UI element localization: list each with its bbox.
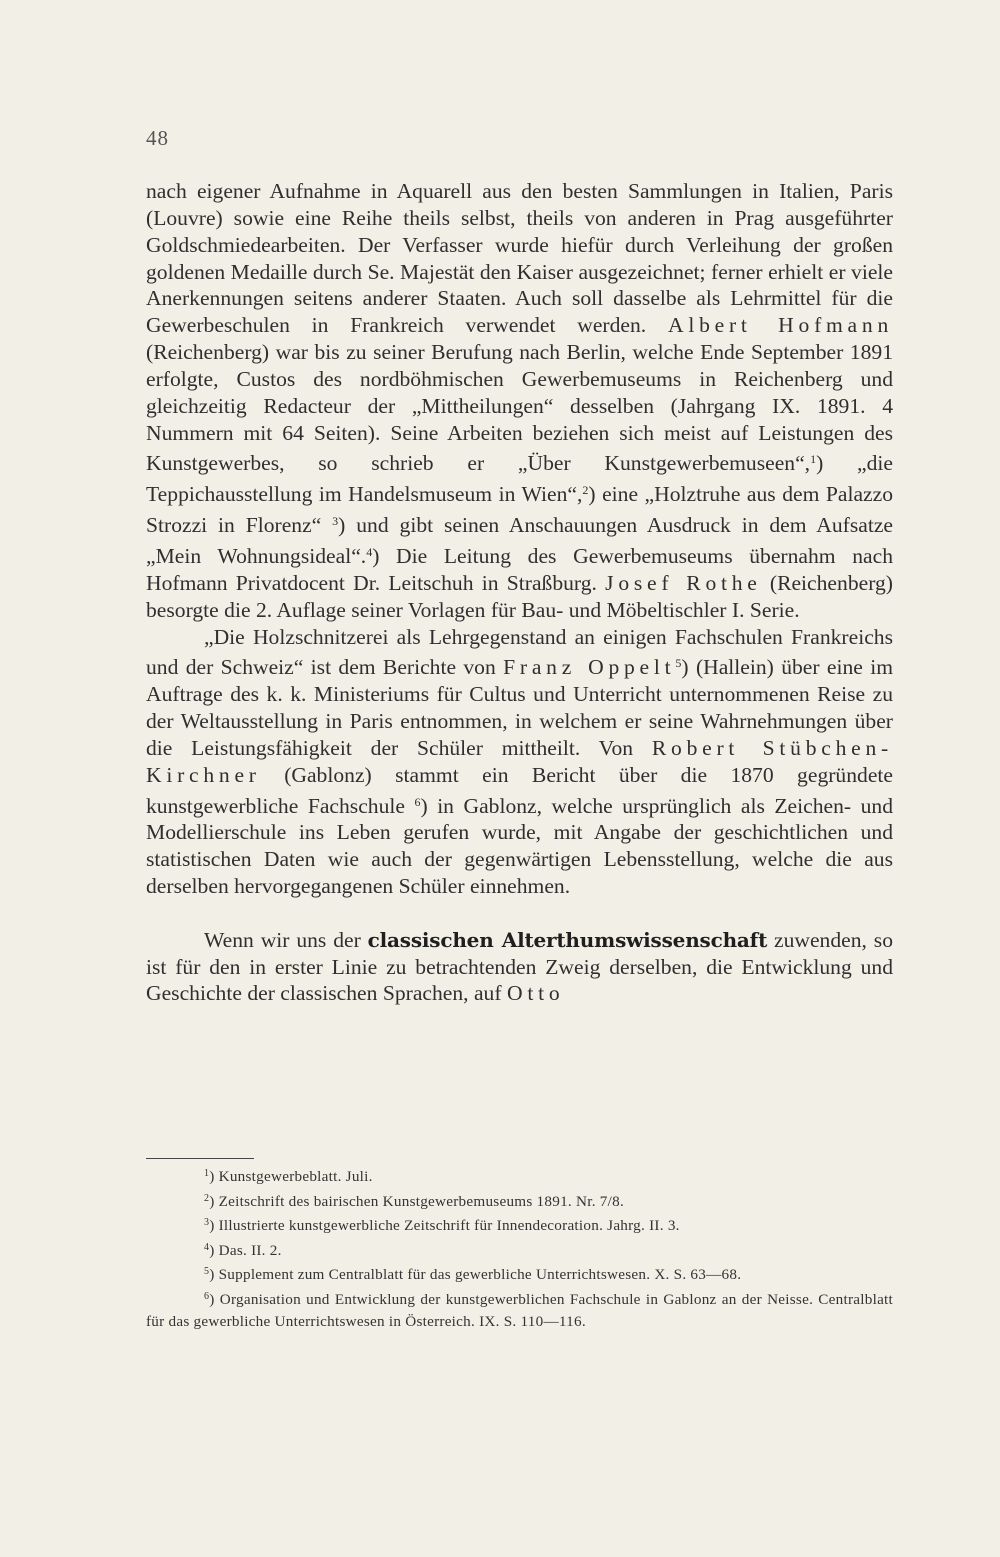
footnote-text: Das. II. 2. xyxy=(218,1241,282,1259)
footnote-mark: 6 xyxy=(204,1290,210,1302)
footnote: $^1$) Kunstgewerbeblatt. Juli. xyxy=(204,1168,373,1185)
person-name: Franz Oppelt xyxy=(503,655,676,680)
text-segment: (Reichenberg) war bis zu seiner Berufung nach Berlin, welche Ende September 1891 erfolgte, Custos des nordböhmischen Gewerbemuseums in Reichenberg und gleichzeitig Redacteur der „Mittheilungen“ desselben (Jahrgang IX. 1891. 4 Nummern mit 64 Seiten). Seine Arbeiten beziehen sich meist auf Leistungen des Kunstgewerbes, so schrieb er „Über Kunstgewerbemuseen“, xyxy=(146,340,893,476)
text-segment: Die Leitung des Gewerbemuseums übernahm nach Hofmann Privatdocent Dr. Leitschuh in Straßburg. xyxy=(146,543,893,595)
footnote-text: Illustrierte kunstgewerbliche Zeitschrift für Innendecoration. Jahrg. II. 3. xyxy=(218,1217,680,1235)
footnote-mark: 3 xyxy=(204,1217,210,1229)
footnote-text: Zeitschrift des bairischen Kunstgewerbemuseums 1891. Nr. 7/8. xyxy=(218,1192,625,1210)
footnote-mark: 2 xyxy=(204,1192,210,1204)
footnote-ref[interactable]: 6 xyxy=(414,794,421,809)
paragraph-1: nach eigener Aufnahme in Aquarell aus den besten Sammlungen in Italien, Paris (Louvre) sowie eine Reihe theils selbst, theils von anderen in Prag ausgeführter Goldschmiedearbeiten. Der Verfasser wurde hiefür durch Verleihung der großen goldenen Medaille durch Se. Majestät den Kaiser ausgezeichnet; ferner erhielt er viele Anerkennungen seitens anderer Staaten. Auch soll dasselbe als Lehrmittel für die Gewerbeschulen in Frankreich verwendet werden. Albert Hofmann (Reichenberg) war bis zu seiner Berufung nach Berlin, welche Ende September 1891 erfolgte, Custos des nordböhmischen Gewerbemuseums in Reichenberg und gleichzeitig Redacteur der „Mittheilungen“ desselben (Jahrgang IX. 1891. 4 Nummern mit 64 Seiten). Seine Arbeiten beziehen sich meist auf Leistungen des Kunstgewerbes, so schrieb er „Über Kunstgewerbemuseen“,$^1$) „die Teppichausstellung im Handelsmuseum in Wien“,$^2$) eine „Holztruhe aus dem Palazzo Strozzi in Florenz“ $^3$) und gibt seinen Anschauungen Ausdruck in dem Aufsatze „Mein Wohnungsideal“.$^4$) Die Leitung des Gewerbemuseums übernahm nach Hofmann Privatdocent Dr. Leitschuh in Straßburg. Josef Rothe (Reichenberg) besorgte die 2. Auflage seiner Vorlagen für Bau- und Möbeltischler I. Serie. xyxy=(146,179,894,622)
text-segment: (Gablonz) stammt ein Bericht über die 1870 gegründete kunstgewerbliche Fachschule xyxy=(146,762,893,818)
text-segment: „die Teppichausstellung im Handelsmuseum in Wien“, xyxy=(146,451,893,507)
footnote-text: Kunstgewerbeblatt. Juli. xyxy=(218,1168,373,1185)
footnote-text: Supplement zum Centralblatt für das gewerbliche Unterrichtswesen. X. S. 63—68. xyxy=(218,1266,742,1284)
person-name: Josef Rothe xyxy=(605,570,762,595)
person-name: Otto xyxy=(506,981,565,1006)
paragraph-3 xyxy=(146,927,893,1008)
page-number: 48 xyxy=(146,126,169,150)
text-segment: (Reichenberg) besorgte die 2. Auflage seiner Vorlagen für Bau- und Möbeltischler I. Serie. xyxy=(146,570,893,622)
footnote-ref[interactable]: 3 xyxy=(332,514,339,529)
person-name: Robert Stübchen-Kirchner xyxy=(146,735,893,787)
footnote-text: Organisation und Entwicklung der kunstgewerblichen Fachschule in Gablonz an der Neisse. Centralblatt für das gewerbliche Unterrichtswesen in Österreich. IX. S. 110—116. xyxy=(146,1290,893,1330)
footnote-ref[interactable]: 5 xyxy=(675,656,682,671)
footnote-divider xyxy=(146,1158,254,1159)
footnote: $^4$) Das. II. 2. xyxy=(204,1241,282,1259)
footnote-mark: 1 xyxy=(204,1168,210,1179)
footnote: $^5$) Supplement zum Centralblatt für das gewerbliche Unterrichtswesen. X. S. 63—68. xyxy=(204,1266,742,1284)
footnote-mark: 4 xyxy=(204,1241,210,1253)
text-segment: eine „Holztruhe aus dem Palazzo Strozzi in Florenz“ xyxy=(146,482,894,538)
footnote: $^2$) Zeitschrift des bairischen Kunstgewerbemuseums 1891. Nr. 7/8. xyxy=(204,1192,625,1210)
footnote: $^6$) Organisation und Entwicklung der kunstgewerblichen Fachschule in Gablonz an der Neisse. Centralblatt für das gewerbliche Unterrichtswesen in Österreich. IX. S. 110—116. xyxy=(146,1290,893,1330)
footnotes xyxy=(146,1163,893,1332)
text-segment: „Die Holzschnitzerei als Lehrgegenstand an einigen Fachschulen Frankreichs und der Schweiz“ ist dem Berichte von xyxy=(146,624,893,680)
paragraph-2: „Die Holzschnitzerei als Lehrgegenstand an einigen Fachschulen Frankreichs und der Schweiz“ ist dem Berichte von Franz Oppelt$^5$) (Hallein) über eine im Auftrage des k. k. Ministeriums für Cultus und Unterricht unternommenen Reise zu der Weltausstellung in Paris entnommen, in welchem er seine Wahrnehmungen über die Leistungsfähigkeit der Schüler mittheilt. Von Robert Stübchen-Kirchner (Gablonz) stammt ein Bericht über die 1870 gegründete kunstgewerbliche Fachschule $^6$) in Gablonz, welche ursprünglich als Zeichen- und Modellierschule ins Leben gerufen wurde, mit Angabe der geschichtlichen und statistischen Daten wie auch der gegenwärtigen Lebensstellung, welche die aus derselben hervorgegangenen Schüler einnehmen. xyxy=(146,624,893,899)
main-text xyxy=(146,178,893,1007)
footnote: $^3$) Illustrierte kunstgewerbliche Zeitschrift für Innendecoration. Jahrg. II. 3. xyxy=(204,1217,680,1235)
bold-term: classischen Alterthumswissenschaft xyxy=(367,927,768,952)
footnote-mark: 5 xyxy=(204,1266,210,1278)
text-segment: (Hallein) über eine im Auftrage des k. k. Ministeriums für Cultus und Unterricht unternommenen Reise zu der Weltausstellung in Paris entnommen, in welchem er seine Wahrnehmungen über die Leistungsfähigkeit der Schüler mittheilt. Von xyxy=(146,655,893,760)
text-segment: nach eigener Aufnahme in Aquarell aus den besten Sammlungen in Italien, Paris (Louvre) sowie eine Reihe theils selbst, theils von anderen in Prag ausgeführter Goldschmiedearbeiten. Der Verfasser wurde hiefür durch Verleihung der großen goldenen Medaille durch Se. Majestät den Kaiser ausgezeichnet; ferner erhielt er viele Anerkennungen seitens anderer Staaten. Auch soll dasselbe als Lehrmittel für die Gewerbeschulen in Frankreich verwendet werden. xyxy=(146,179,893,338)
text-segment: und gibt seinen Anschauungen Ausdruck in dem Aufsatze „Mein Wohnungsideal“. xyxy=(146,513,893,568)
person-name: Albert Hofmann xyxy=(667,313,893,338)
footnote-ref[interactable]: 1 xyxy=(810,452,817,467)
text-segment: Wenn wir uns der xyxy=(204,927,361,952)
footnote-ref[interactable]: 4 xyxy=(366,544,373,559)
footnote-ref[interactable]: 2 xyxy=(582,483,589,498)
text-segment: in Gablonz, welche ursprünglich als Zeichen- und Modellierschule ins Leben gerufen wurde, mit Angabe der geschichtlichen und statistischen Daten wie auch der gegenwärtigen Lebensstellung, welche die aus derselben hervorgegangenen Schüler einnehmen. xyxy=(146,793,893,899)
text-segment: zuwenden, so ist für den in erster Linie zu betrachtenden Zweig derselben, die Entwicklung und Geschichte der classischen Sprachen, auf xyxy=(146,927,893,1006)
